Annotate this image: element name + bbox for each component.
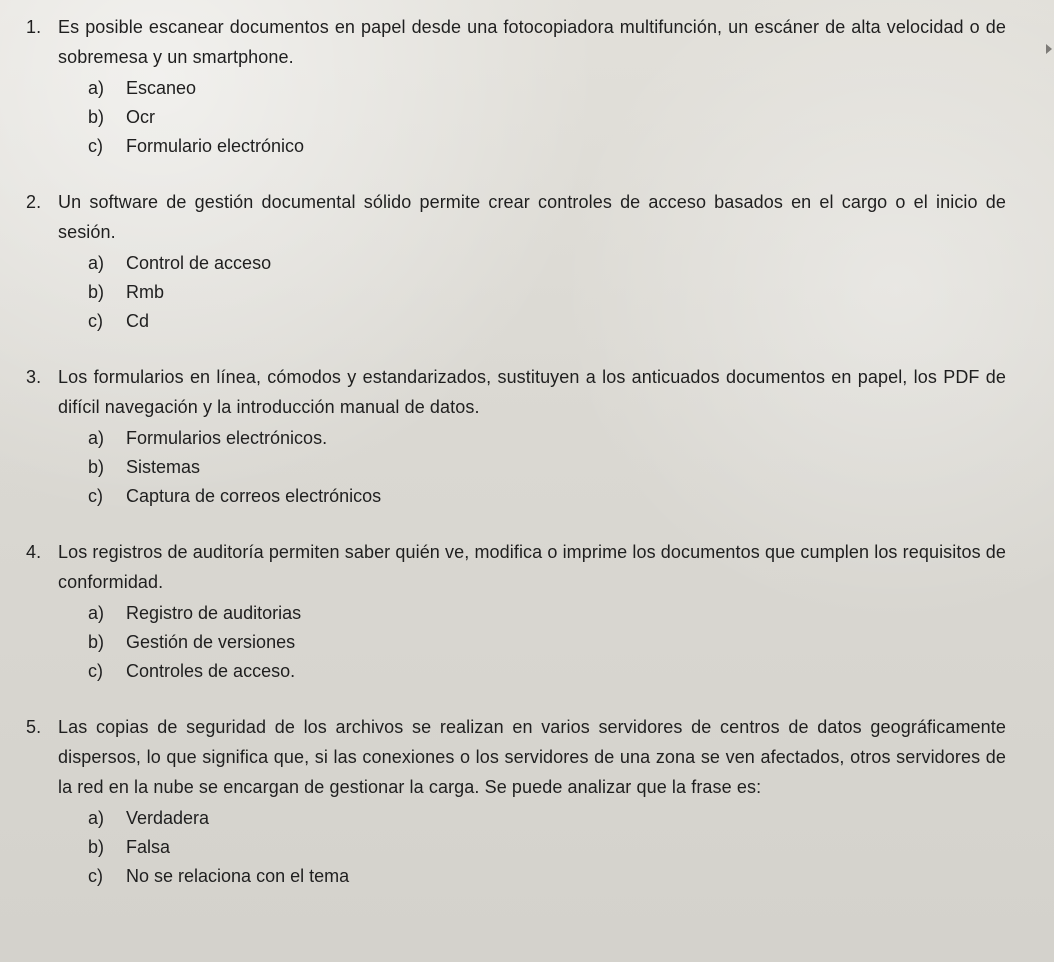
option-text: Ocr <box>126 107 155 127</box>
option-text: Cd <box>126 311 150 331</box>
option-c <box>88 862 1006 891</box>
question-5 <box>26 712 1006 891</box>
option-text: Rmb <box>126 282 165 302</box>
option-text: Registro de auditorias <box>126 603 302 623</box>
option-letter: b) <box>88 107 105 127</box>
option-text: Formulario electrónico <box>126 136 305 156</box>
option-text: Gestión de versiones <box>126 632 296 652</box>
option-a <box>88 249 1006 278</box>
question-number: 1. <box>26 17 42 37</box>
option-a <box>88 599 1006 628</box>
question-statement <box>26 12 1006 72</box>
option-a <box>88 74 1006 103</box>
question-number: 3. <box>26 367 42 387</box>
option-text: Verdadera <box>126 808 210 828</box>
option-a <box>88 424 1006 453</box>
option-c <box>88 307 1006 336</box>
option-list <box>26 599 1006 686</box>
question-text: Los registros de auditoría permiten saber quién ve, modifica o imprime los documentos que cumplen los requisitos de conformidad. <box>58 542 1006 592</box>
option-letter: c) <box>88 866 103 886</box>
option-letter: a) <box>88 428 105 448</box>
option-letter: b) <box>88 837 105 857</box>
question-1 <box>26 12 1006 161</box>
option-letter: b) <box>88 457 105 477</box>
option-b <box>88 628 1006 657</box>
question-statement <box>26 712 1006 802</box>
question-statement <box>26 187 1006 247</box>
question-text: Las copias de seguridad de los archivos se realizan en varios servidores de centros de datos geográficamente dispersos, lo que significa que, si las conexiones o los servidores de una zona se ven afectados, otros servidores de la red en la nube se encargan de gestionar la carga. Se puede analizar que la frase es: <box>58 717 1006 797</box>
option-text: Falsa <box>126 837 171 857</box>
option-letter: a) <box>88 253 105 273</box>
option-text: Control de acceso <box>126 253 272 273</box>
option-letter: c) <box>88 661 103 681</box>
option-c <box>88 657 1006 686</box>
option-b <box>88 103 1006 132</box>
question-number: 5. <box>26 717 42 737</box>
option-letter: b) <box>88 632 105 652</box>
question-number: 4. <box>26 542 42 562</box>
option-letter: a) <box>88 808 105 828</box>
option-letter: b) <box>88 282 105 302</box>
question-statement <box>26 537 1006 597</box>
question-statement <box>26 362 1006 422</box>
option-b <box>88 453 1006 482</box>
option-list <box>26 424 1006 511</box>
option-c <box>88 482 1006 511</box>
question-2 <box>26 187 1006 336</box>
page-edge-mark <box>1046 44 1052 54</box>
question-4 <box>26 537 1006 686</box>
option-text: No se relaciona con el tema <box>126 866 350 886</box>
question-text: Es posible escanear documentos en papel desde una fotocopiadora multifunción, un escáner de alta velocidad o de sobremesa y un smartphone. <box>58 17 1006 67</box>
option-text: Captura de correos electrónicos <box>126 486 382 506</box>
option-letter: c) <box>88 486 103 506</box>
option-text: Escaneo <box>126 78 197 98</box>
option-list <box>26 74 1006 161</box>
option-text: Controles de acceso. <box>126 661 296 681</box>
question-text: Los formularios en línea, cómodos y estandarizados, sustituyen a los anticuados documentos en papel, los PDF de difícil navegación y la introducción manual de datos. <box>58 367 1006 417</box>
option-letter: a) <box>88 78 105 98</box>
question-number: 2. <box>26 192 42 212</box>
option-list <box>26 804 1006 891</box>
option-text: Sistemas <box>126 457 201 477</box>
option-c <box>88 132 1006 161</box>
option-list <box>26 249 1006 336</box>
question-text: Un software de gestión documental sólido permite crear controles de acceso basados en el cargo o el inicio de sesión. <box>58 192 1006 242</box>
option-letter: a) <box>88 603 105 623</box>
question-3 <box>26 362 1006 511</box>
option-b <box>88 278 1006 307</box>
option-text: Formularios electrónicos. <box>126 428 328 448</box>
option-a <box>88 804 1006 833</box>
option-b <box>88 833 1006 862</box>
option-letter: c) <box>88 311 103 331</box>
option-letter: c) <box>88 136 103 156</box>
